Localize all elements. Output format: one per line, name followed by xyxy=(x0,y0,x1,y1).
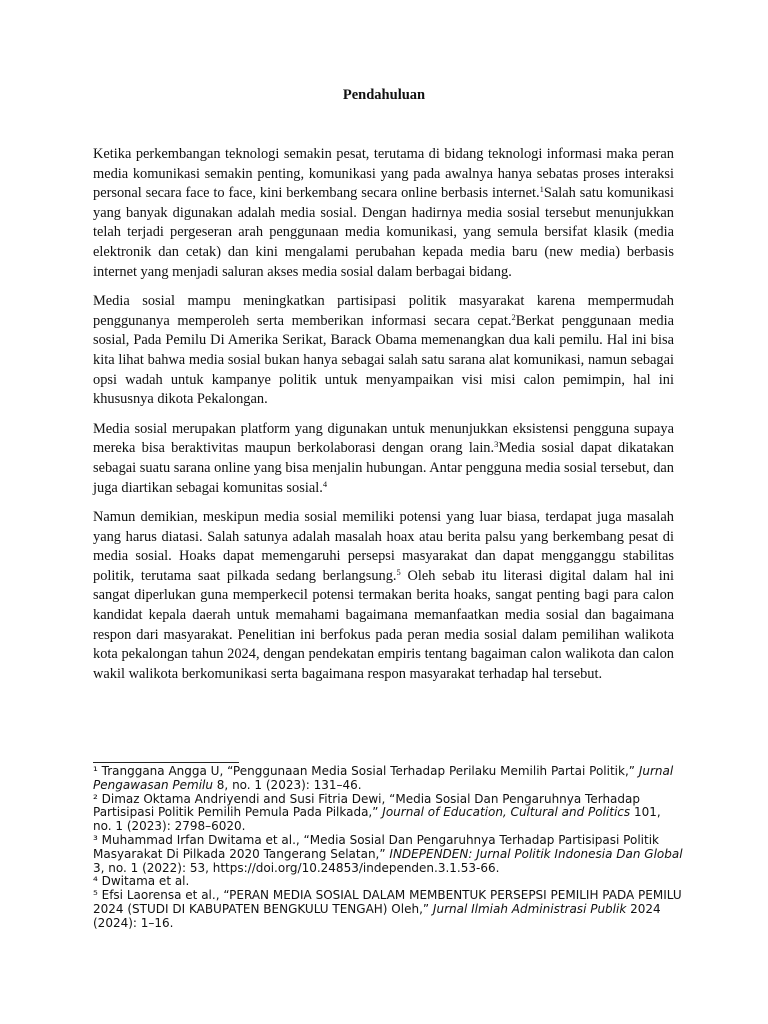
footnote-3-text: ³ Muhammad Irfan Dwitama et al., “Media Sosial Dan Pengaruhnya Terhadap Partisipasi Politik Masyarakat Di Pilkada 2020 Tangerang Selatan,” xyxy=(93,832,659,861)
footnote-1-details: 8, no. 1 (2023): 131–46. xyxy=(212,777,362,792)
footnote-5-journal: Jurnal Ilmiah Administrasi Publik xyxy=(432,901,627,916)
footnote-4 xyxy=(93,875,683,889)
footnote-ref-3[interactable]: 3 xyxy=(494,439,499,450)
footnote-1-text: ¹ Tranggana Angga U, “Penggunaan Media Sosial Terhadap Perilaku Memilih Partai Politik,” xyxy=(93,764,635,778)
section-heading: Pendahuluan xyxy=(342,87,426,103)
paragraph-2-text-b: Berkat penggunaan media sosial, Pada Pemilu Di Amerika Serikat, Barack Obama memenangkan dua kali pemilu. Hal ini bisa kita lihat bahwa media sosial bukan hanya sebagai salah satu sarana alat komunikasi, namun sebagai opsi wadah untuk kampanye politik untuk menyampaikan visi misi calon pemimpin, hal ini khususnya dikota Pekalongan. xyxy=(93,312,674,408)
body-text xyxy=(93,145,674,694)
footnote-2-journal: Journal of Education, Cultural and Politics xyxy=(382,805,631,820)
footnote-5 xyxy=(93,889,683,930)
footnote-3 xyxy=(93,834,683,875)
footnote-separator xyxy=(93,762,239,763)
footnote-1 xyxy=(93,765,683,793)
paragraph-3-text-a: Media sosial merupakan platform yang digunakan untuk menunjukkan eksistensi pengguna supaya mereka bisa beraktivitas maupun berkolaborasi dengan orang lain. xyxy=(93,420,674,457)
footnote-ref-4[interactable]: 4 xyxy=(322,478,328,489)
footnote-3-journal: INDEPENDEN: Jurnal Politik Indonesia Dan Global xyxy=(389,846,683,861)
paragraph-1-text-b: Salah satu komunikasi yang banyak digunakan adalah media sosial. Dengan hadirnya media sosial tersebut menunjukkan telah terjadi pergeseran arah penggunaan media komunikasi, yang semula bersifat klasik (media elektronik dan cetak) dan kini mengalami perubahan kepada media baru (new media) berbasis internet yang menjadi saluran akses media sosial dalam berbagai bidang. xyxy=(93,185,674,280)
footnote-2-text: ² Dimaz Oktama Andriyendi and Susi Fitria Dewi, “Media Sosial Dan Pengaruhnya Terhadap Partisipasi Politik Pemilih Pemula Pada Pilkada,” xyxy=(93,791,641,820)
footnote-2-details: 101, no. 1 (2023): 2798–6020. xyxy=(93,805,661,834)
footnote-3-details: 3, no. 1 (2022): 53, https://doi.org/10.24853/independen.3.1.53-66. xyxy=(93,860,500,875)
footnote-ref-2[interactable]: 2 xyxy=(511,311,516,322)
paragraph-4 xyxy=(93,508,674,684)
paragraph-4-text-a: Namun demikian, meskipun media sosial memiliki potensi yang luar biasa, terdapat juga masalah yang harus diatasi. Salah satunya adalah masalah hoax atau berita palsu yang berkembang pesat di media sosial. Hoaks dapat memengaruhi persepsi masyarakat dan dapat mengganggu stabilitas politik, terutama saat pilkada sedang berlangsung. xyxy=(93,509,674,584)
footnote-ref-5[interactable]: 5 xyxy=(396,566,401,577)
paragraph-1-text-a: Ketika perkembangan teknologi semakin pesat, terutama di bidang teknologi informasi maka peran media komunikasi semakin penting, komunikasi yang pada awalnya hanya sebatas proses interaksi personal secara face to face, kini berkembang secara online berbasis internet. xyxy=(93,146,674,202)
paragraph-4-text-b: Oleh sebab itu literasi digital dalam hal ini sangat diperlukan guna memperkecil potensi termakan berita hoaks, sangat penting bagi para calon kandidat kepala daerah untuk memahami bagaimana memanfaatkan media sosial dan bagaimana respon dari masyarakat. Penelitian ini berfokus pada peran media sosial dalam pemilihan walikota kota pekalongan tahun 2024, dengan pendekatan empiris tentang bagaiman calon walikota dan calon wakil walikota berkomunikasi serta bagaimana respon masyarakat terhadap hal tersebut. xyxy=(93,567,674,682)
footnote-5-text: ⁵ Efsi Laorensa et al., “PERAN MEDIA SOSIAL DALAM MEMBENTUK PERSEPSI PEMILIH PADA PEMILU 2024 (STUDI DI KABUPATEN BENGKULU TENGAH) Oleh,” xyxy=(93,888,682,916)
paragraph-2-text-a: Media sosial mampu meningkatkan partisipasi politik masyarakat karena mempermudah penggunanya memperoleh serta memberikan informasi secara cepat. xyxy=(93,293,674,329)
paragraph-1 xyxy=(93,145,674,282)
footnote-4-text: ⁴ Dwitama et al. xyxy=(93,874,190,889)
footnote-1-journal: Jurnal Pengawasan Pemilu xyxy=(93,764,674,792)
footnote-2 xyxy=(93,793,683,834)
paragraph-2 xyxy=(93,292,674,410)
footnote-5-details: 2024 (2024): 1–16. xyxy=(93,901,661,930)
footnotes xyxy=(93,765,683,931)
paragraph-3-text-b: Media sosial dapat dikatakan sebagai suatu sarana online yang bisa menjalin hubungan. Antar pengguna media sosial tersebut, dan juga diartikan sebagai komunitas sosial. xyxy=(93,440,674,496)
footnote-ref-1[interactable]: 1 xyxy=(539,184,544,195)
paragraph-3 xyxy=(93,420,674,498)
